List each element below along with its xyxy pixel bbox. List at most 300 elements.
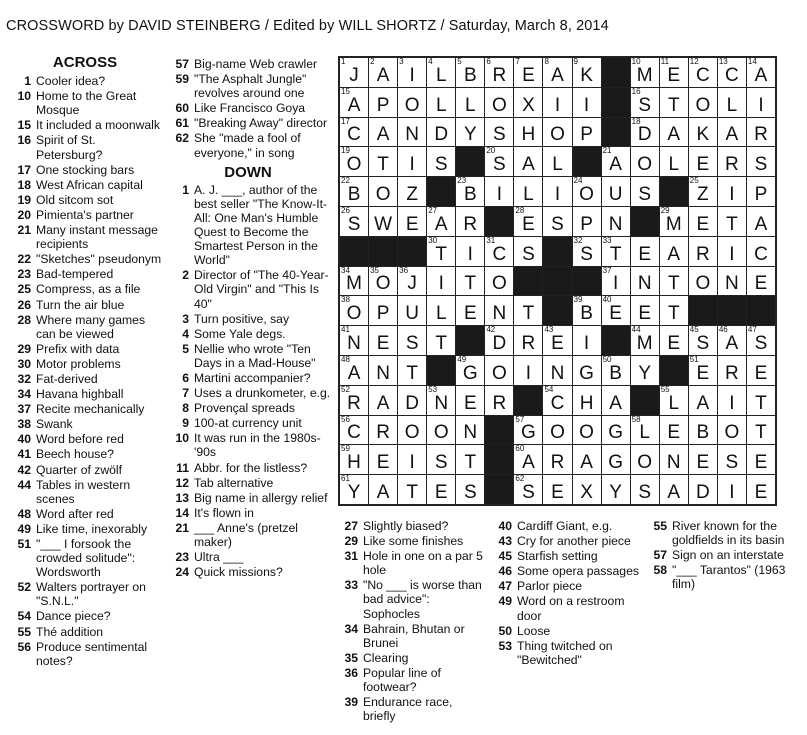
grid-cell (543, 58, 571, 87)
clue-item (490, 519, 640, 533)
clue-item (163, 431, 333, 459)
grid-cell (631, 267, 659, 296)
clue-number: 57 (175, 57, 189, 71)
cell-letter: A (754, 64, 768, 86)
grid-cell (543, 475, 571, 504)
clue-number: 1 (182, 182, 189, 197)
cell-letter: A (347, 362, 361, 384)
cell-letter: S (580, 243, 593, 265)
grid-cell (689, 267, 717, 296)
clue-text: One stocking bars (36, 162, 135, 177)
grid-cell (340, 296, 368, 325)
grid-cell (514, 88, 542, 117)
cell-letter: G (462, 362, 478, 384)
clue-text: Pimienta's partner (36, 207, 134, 222)
black-square (689, 296, 717, 325)
clue-number: 45 (498, 549, 512, 564)
clue-item (5, 609, 165, 623)
clue-number: 23 (175, 550, 189, 565)
grid-cell (514, 445, 542, 474)
grid-cell (369, 386, 397, 415)
cell-letter: C (754, 243, 768, 265)
cell-letter: Y (347, 481, 361, 503)
clue-number: 46 (498, 564, 512, 579)
cell-letter: S (522, 481, 535, 503)
cell-number: 36 (399, 266, 409, 275)
cell-letter: I (438, 273, 444, 295)
clue-number: 38 (17, 417, 31, 432)
black-square (573, 267, 601, 296)
grid-cell (398, 207, 426, 236)
grid-cell (369, 445, 397, 474)
cell-letter: E (696, 362, 710, 384)
grid-cell (514, 416, 542, 445)
cell-letter: O (579, 422, 594, 444)
grid-cell (602, 296, 630, 325)
clue-item (5, 417, 165, 431)
clue-number: 10 (175, 431, 189, 446)
grid-cell (718, 237, 746, 266)
cell-letter: Y (463, 124, 477, 146)
cell-letter: B (696, 422, 710, 444)
cell-number: 25 (689, 177, 699, 186)
cell-letter: T (755, 392, 767, 414)
cell-letter: L (639, 422, 650, 444)
grid-cell (398, 296, 426, 325)
cell-letter: E (754, 452, 768, 474)
cell-letter: E (754, 362, 768, 384)
cell-letter: L (465, 94, 476, 116)
cell-letter: E (376, 332, 390, 354)
cell-letter: A (754, 213, 768, 235)
clue-item (5, 387, 165, 401)
cell-letter: I (583, 332, 590, 354)
clue-number: 26 (17, 297, 31, 312)
clue-text: Director of "The 40-Year-Old Virgin" and "This Is 40" (194, 268, 329, 311)
grid-cell (456, 177, 484, 206)
clue-list (645, 519, 805, 591)
cell-number: 11 (660, 58, 670, 66)
cell-number: 7 (515, 58, 520, 66)
clue-item (163, 416, 333, 430)
grid-cell (543, 207, 571, 236)
cell-letter: L (435, 94, 447, 116)
cell-letter: N (492, 303, 507, 325)
cell-letter: H (521, 124, 536, 146)
cell-letter: D (695, 481, 710, 503)
cell-number: 29 (660, 206, 670, 215)
clue-number: 4 (182, 326, 189, 341)
clue-item (490, 564, 640, 578)
grid-cell (427, 416, 455, 445)
clue-item (5, 208, 165, 222)
clue-text: Cardiff Giant, e.g. (517, 519, 613, 533)
cell-number: 24 (573, 177, 583, 186)
cell-letter: X (580, 481, 593, 503)
across-clues-column-1 (5, 56, 165, 669)
grid-cell (456, 416, 484, 445)
clue-text: Old sitcom sot (36, 192, 114, 207)
clue-number: 16 (17, 133, 31, 148)
clue-item (336, 666, 486, 694)
clue-number: 49 (498, 594, 512, 609)
black-square (427, 356, 455, 385)
clue-text: Tables in western scenes (36, 477, 131, 506)
clue-item (163, 371, 333, 385)
grid-cell (340, 118, 368, 147)
grid-cell (689, 58, 717, 87)
grid-cell (485, 118, 513, 147)
clue-item (5, 74, 165, 88)
cell-number: 27 (428, 206, 438, 215)
clue-text: Ultra ___ (194, 550, 244, 565)
grid-cell (398, 267, 426, 296)
grid-cell (456, 118, 484, 147)
cell-letter: O (346, 154, 362, 176)
grid-cell (718, 177, 746, 206)
clue-text: Havana highball (36, 387, 124, 402)
cell-letter: E (376, 452, 390, 474)
cell-letter: O (404, 94, 420, 116)
cell-letter: I (729, 481, 735, 503)
grid-cell (689, 356, 717, 385)
cell-number: 60 (515, 445, 525, 454)
clue-text: "Sketches" pseudonym (36, 252, 162, 267)
cell-letter: O (375, 183, 391, 205)
black-square (573, 147, 601, 176)
grid-cell (340, 177, 368, 206)
cell-letter: J (349, 64, 359, 86)
clue-number: 48 (17, 506, 31, 521)
cell-letter: I (554, 94, 561, 116)
grid-cell (369, 267, 397, 296)
grid-cell (398, 475, 426, 504)
cell-letter: D (492, 332, 507, 354)
cell-letter: N (725, 273, 739, 295)
grid-cell (573, 445, 601, 474)
cell-letter: A (725, 332, 739, 354)
cell-number: 41 (341, 326, 350, 335)
clue-item (5, 133, 165, 161)
grid-cell (602, 386, 630, 415)
cell-letter: B (580, 303, 593, 325)
grid-cell (631, 356, 659, 385)
cell-letter: T (377, 154, 389, 176)
grid-cell (718, 386, 746, 415)
black-square (747, 296, 775, 325)
grid-cell (660, 416, 688, 445)
clue-number: 20 (17, 207, 31, 222)
cell-letter: M (346, 273, 362, 295)
clue-number: 35 (344, 650, 358, 665)
grid-cell (485, 356, 513, 385)
cell-number: 38 (341, 296, 350, 305)
cell-letter: R (347, 392, 361, 414)
cell-letter: O (637, 154, 653, 176)
grid-cell (485, 88, 513, 117)
cell-letter: G (579, 362, 594, 384)
grid-cell (573, 177, 601, 206)
cell-letter: I (467, 243, 473, 265)
cell-letter: A (376, 64, 390, 86)
grid-cell (514, 296, 542, 325)
clue-text: A. J. ___, author of the best seller "The Know-It-All: One Man's Humble Quest to Become the Smartest Person in the World" (194, 182, 328, 268)
cell-letter: C (492, 243, 507, 265)
cell-number: 42 (486, 326, 496, 335)
cell-number: 35 (370, 266, 379, 275)
clue-text: Like time, inexorably (36, 521, 148, 536)
grid-cell (689, 147, 717, 176)
cell-letter: D (405, 392, 420, 414)
clue-item (5, 252, 165, 266)
grid-cell (340, 267, 368, 296)
grid-cell (602, 356, 630, 385)
grid-cell (485, 237, 513, 266)
black-square (718, 296, 746, 325)
cell-letter: X (522, 94, 535, 116)
grid-cell (369, 58, 397, 87)
cell-number: 21 (602, 147, 612, 156)
clue-number: 50 (498, 623, 512, 638)
grid-cell (689, 445, 717, 474)
clue-number: 56 (17, 639, 31, 654)
clue-text: Clearing (363, 650, 409, 665)
grid-cell (689, 475, 717, 504)
clue-item (5, 580, 165, 608)
grid-cell (718, 356, 746, 385)
cell-letter: P (376, 94, 390, 116)
grid-cell (602, 475, 630, 504)
cell-number: 56 (341, 415, 350, 424)
clue-number: 29 (344, 534, 358, 549)
cell-letter: T (667, 303, 680, 325)
clue-item (5, 313, 165, 341)
clue-text: It was run in the 1980s-'90s (194, 431, 321, 460)
cell-letter: R (695, 243, 710, 265)
grid-cell (573, 356, 601, 385)
cell-letter: E (696, 213, 710, 235)
clue-number: 7 (182, 386, 189, 401)
cell-number: 30 (428, 236, 438, 245)
grid-cell (514, 475, 542, 504)
cell-letter: O (550, 124, 565, 146)
clue-text: It's flown in (194, 505, 254, 520)
clue-item (645, 563, 805, 591)
crossword-grid (338, 56, 777, 506)
cell-letter: E (463, 392, 477, 414)
down-clues-column-4 (490, 519, 640, 668)
clue-item (163, 57, 333, 71)
clue-list (5, 74, 165, 668)
cell-letter: A (609, 392, 622, 414)
grid-cell (631, 475, 659, 504)
cell-letter: T (609, 243, 622, 265)
clue-number: 34 (344, 621, 358, 636)
cell-letter: N (434, 392, 449, 414)
clue-number: 37 (17, 402, 31, 417)
cell-number: 54 (544, 385, 554, 394)
cell-letter: T (406, 362, 418, 384)
clue-item (163, 386, 333, 400)
page-title: CROSSWORD by DAVID STEINBERG / Edited by WILL SHORTZ / Saturday, March 8, 2014 (6, 18, 609, 34)
cell-number: 40 (602, 296, 612, 305)
grid-cell (718, 326, 746, 355)
cell-letter: E (638, 303, 652, 325)
clue-item (336, 534, 486, 548)
black-square (514, 267, 542, 296)
grid-cell (718, 118, 746, 147)
cell-letter: R (376, 422, 390, 444)
cell-number: 20 (486, 147, 496, 156)
clue-text: "No ___ is worse than bad advice": Sophocles (363, 578, 482, 621)
cell-letter: A (347, 94, 361, 116)
black-square (602, 326, 630, 355)
cell-letter: Y (609, 481, 622, 503)
clue-text: Word after red (36, 506, 114, 521)
cell-letter: P (580, 124, 593, 146)
cell-number: 53 (428, 385, 438, 394)
clue-text: 100-at currency unit (194, 416, 302, 431)
clue-text: Big name in allergy relief (194, 490, 328, 505)
grid-cell (602, 147, 630, 176)
clue-text: Loose (517, 623, 551, 638)
clue-number: 22 (17, 252, 31, 267)
cell-letter: C (695, 64, 710, 86)
clue-item (163, 101, 333, 115)
clue-text: Like Francisco Goya (194, 101, 306, 116)
clue-number: 40 (17, 432, 31, 447)
grid-cell (514, 147, 542, 176)
cell-letter: E (522, 213, 535, 235)
clue-item (5, 447, 165, 461)
cell-letter: I (409, 154, 415, 176)
clue-text: Like some finishes (363, 534, 464, 549)
cell-letter: R (754, 124, 768, 146)
cell-letter: S (725, 452, 739, 474)
clue-item (163, 327, 333, 341)
across-heading: ACROSS (52, 54, 118, 71)
black-square (660, 356, 688, 385)
grid-cell (631, 296, 659, 325)
black-square (485, 416, 513, 445)
cell-letter: M (636, 332, 653, 354)
cell-letter: I (612, 273, 619, 295)
grid-cell (689, 118, 717, 147)
down-clues-column-5 (645, 519, 805, 592)
clue-item (163, 491, 333, 505)
cell-number: 19 (341, 147, 350, 156)
black-square (485, 475, 513, 504)
clue-text: Nellie who wrote "Ten Days in a Mad-House" (194, 341, 316, 370)
cell-letter: A (376, 481, 390, 503)
grid-cell (543, 356, 571, 385)
grid-cell (631, 326, 659, 355)
clue-list (336, 519, 486, 723)
clue-item (5, 640, 165, 668)
grid-cell (456, 267, 484, 296)
clue-number: 36 (344, 665, 358, 680)
grid-cell (485, 177, 513, 206)
grid-cell (602, 237, 630, 266)
black-square (631, 386, 659, 415)
cell-letter: O (550, 422, 565, 444)
grid-cell (340, 386, 368, 415)
cell-number: 55 (660, 385, 670, 394)
cell-letter: B (463, 64, 477, 86)
cell-letter: P (754, 183, 768, 205)
grid-cell (660, 88, 688, 117)
clue-item (490, 624, 640, 638)
clue-text: Quarter of zwölf (36, 462, 123, 477)
grid-cell (747, 88, 775, 117)
clue-item (163, 565, 333, 579)
down-heading: DOWN (224, 163, 272, 181)
cell-letter: O (433, 422, 449, 444)
cell-letter: R (492, 64, 507, 86)
grid-cell (398, 445, 426, 474)
clue-item (336, 549, 486, 577)
clue-number: 21 (17, 223, 31, 238)
grid-cell (689, 177, 717, 206)
grid-cell (427, 147, 455, 176)
clue-text: Tab alternative (194, 475, 274, 490)
cell-letter: N (405, 124, 420, 146)
clue-item (5, 298, 165, 312)
clue-text: Where many games can be viewed (36, 312, 146, 341)
cell-letter: R (521, 332, 536, 354)
grid-cell (427, 58, 455, 87)
grid-cell (573, 386, 601, 415)
clue-item (163, 476, 333, 490)
clue-number: 43 (498, 534, 512, 549)
cell-letter: S (638, 94, 652, 116)
cell-number: 9 (573, 58, 578, 66)
grid-cell (456, 207, 484, 236)
grid-cell (398, 416, 426, 445)
cell-number: 28 (515, 206, 525, 215)
grid-cell (689, 207, 717, 236)
cell-number: 14 (747, 58, 757, 66)
black-square (340, 237, 368, 266)
cell-letter: E (638, 243, 652, 265)
grid-cell (427, 237, 455, 266)
cell-number: 45 (689, 326, 699, 335)
clue-item (5, 372, 165, 386)
cell-letter: S (347, 213, 361, 235)
black-square (660, 177, 688, 206)
clue-text: Abbr. for the listless? (194, 460, 308, 475)
grid-cell (660, 207, 688, 236)
cell-number: 2 (370, 58, 375, 66)
cell-number: 17 (341, 117, 350, 126)
clue-number: 58 (653, 563, 667, 578)
clue-number: 15 (17, 118, 31, 133)
cell-letter: A (725, 124, 739, 146)
clue-item (336, 622, 486, 650)
grid-cell (485, 267, 513, 296)
cell-letter: C (347, 422, 361, 444)
grid-cell (340, 356, 368, 385)
down-clues-column-3 (336, 519, 486, 724)
cell-letter: A (696, 392, 710, 414)
cell-letter: I (729, 392, 735, 414)
clue-text: Dance piece? (36, 609, 111, 624)
clue-number: 5 (182, 341, 189, 356)
clue-text: Parlor piece (517, 579, 583, 594)
clue-number: 14 (175, 505, 189, 520)
clue-number: 32 (17, 371, 31, 386)
clue-item (490, 639, 640, 667)
